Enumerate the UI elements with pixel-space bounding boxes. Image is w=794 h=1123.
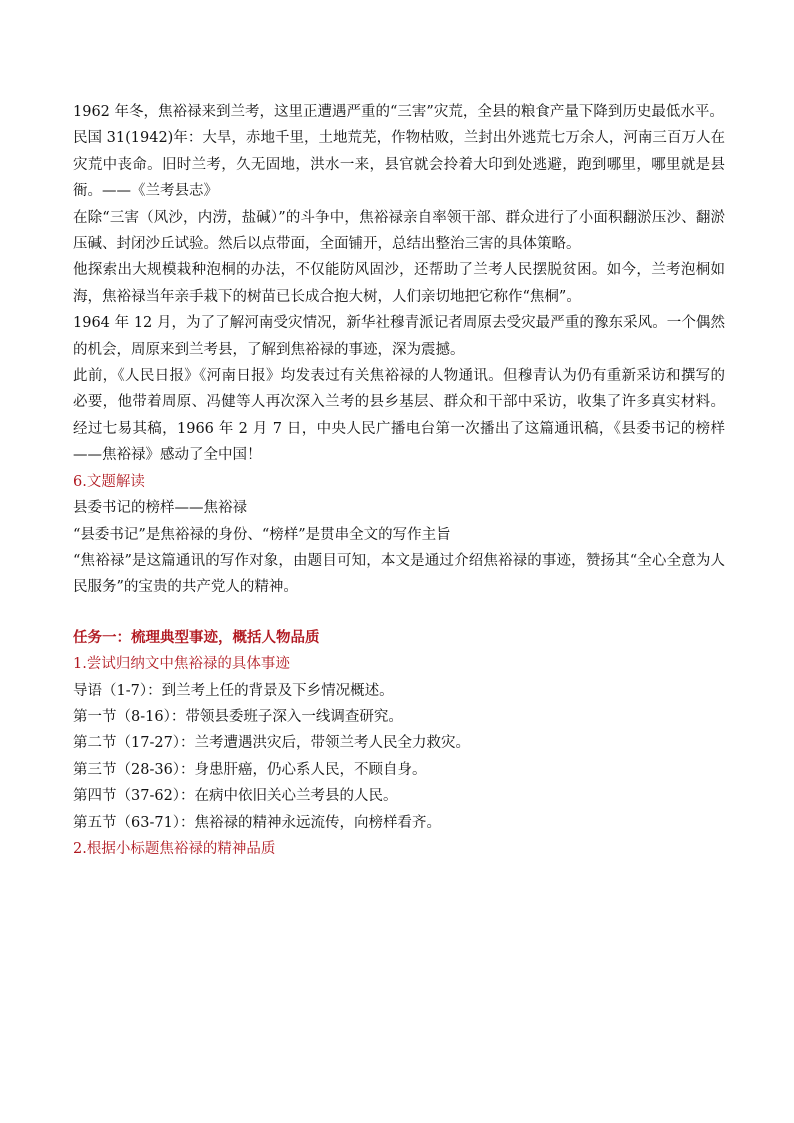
list-item: 第二节（17-27）：兰考遭遇洪灾后，带领兰考人民全力救灾。 <box>73 735 471 752</box>
section-6-line: “焦裕禄”是这篇通讯的写作对象，由题目可知，本文是通过介绍焦裕禄的事迹，赞扬其“全心全意为人民服务”的宝贵的共产党人的精神。 <box>73 552 725 596</box>
list-item: 第三节（28-36）：身患肝癌，仍心系人民，不顾自身。 <box>73 761 427 778</box>
document-page <box>73 99 725 862</box>
section-6-heading: 6.文题解读 <box>73 473 145 490</box>
section-6-line: 县委书记的榜样——焦裕禄 <box>73 500 247 517</box>
paragraph-1962: 1962 年冬，焦裕禄来到兰考，这里正遭遇严重的“三害”灾荒，全县的粮食产量下降到历史最低水平。 <box>73 104 724 120</box>
paragraph-paulownia: 他探索出大规模栽种泡桐的办法，不仅能防风固沙，还帮助了兰考人民摆脱贫困。如今，兰考泡桐如海，焦裕禄当年亲手栽下的树苗已长成合抱大树，人们亲切地把它称作“焦桐”。 <box>73 262 725 305</box>
list-item: 导语（1-7）：到兰考上任的背景及下乡情况概述。 <box>73 682 394 699</box>
paragraph-1964: 1964 年 12 月，为了了解河南受灾情况，新华社穆青派记者周原去受灾最严重的豫东采风。一个偶然的机会，周原来到兰考县，了解到焦裕禄的事迹，深为震撼。 <box>73 315 725 358</box>
list-item: 第一节（8-16）：带领县委班子深入一线调查研究。 <box>73 708 403 725</box>
paragraph-three-harms: 在除“三害（风沙，内涝，盐碱）”的斗争中，焦裕禄亲自率领干部、群众进行了小面积翻淤压沙、翻淤压碱、封闭沙丘试验。然后以点带面，全面铺开，总结出整治三害的具体策略。 <box>73 209 725 253</box>
task-1-heading: 任务一：梳理典型事迹，概括人物品质 <box>73 628 320 646</box>
section-6-line: “县委书记”是焦裕禄的身份、“榜样”是贯串全文的写作主旨 <box>73 526 451 543</box>
task-1-subheading-2: 2.根据小标题焦裕禄的精神品质 <box>73 840 276 857</box>
list-item: 第四节（37-62）：在病中依旧关心兰考县的人民。 <box>73 788 398 805</box>
list-item: 第五节（63-71）：焦裕禄的精神永远流传，向榜样看齐。 <box>73 814 442 831</box>
spacer <box>73 601 725 625</box>
paragraph-county-record: 民国 31(1942)年：大旱，赤地千里，土地荒芜，作物枯败，兰封出外逃荒七万余人，河南三百万人在灾荒中丧命。旧时兰考，久无固地，洪水一来，县官就会拎着大印到处逃避，跑到哪里，哪里就是县衙。——《兰考县志》 <box>73 130 725 200</box>
paragraph-reporting: 此前，《人民日报》《河南日报》均发表过有关焦裕禄的人物通讯。但穆青认为仍有重新采访和撰写的必要，他带着周原、冯健等人再次深入兰考的县乡基层、群众和干部中采访，收集了许多真实材料。经过七易其稿，1966 年 2 月 7 日，中央人民广播电台第一次播出了这篇通讯稿，《县委书记的榜样——焦裕禄》感动了全中国！ <box>73 368 725 464</box>
task-1-subheading-1: 1.尝试归纳文中焦裕禄的具体事迹 <box>73 656 290 673</box>
